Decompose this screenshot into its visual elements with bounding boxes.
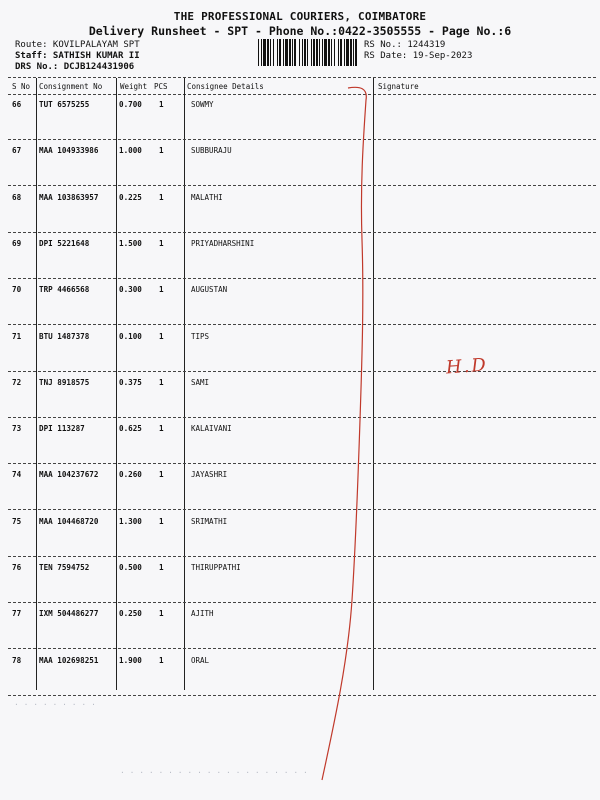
row-weight: 0.225	[119, 193, 142, 202]
barcode-bar	[285, 39, 288, 66]
barcode-bar	[338, 39, 339, 66]
row-weight: 0.375	[119, 378, 142, 387]
row-consignee-name: SUBBURAJU	[191, 146, 232, 155]
barcode-bar	[273, 39, 274, 66]
row-pcs: 1	[159, 378, 164, 387]
row-consignee-name: THIRUPPATHI	[191, 563, 241, 572]
row-separator	[8, 324, 596, 325]
barcode-bar	[263, 39, 266, 66]
barcode-bar	[267, 39, 269, 66]
row-consignee-name: PRIYADHARSHINI	[191, 239, 255, 248]
barcode-bar	[316, 39, 318, 66]
row-separator	[8, 139, 596, 140]
barcode-bar	[258, 39, 259, 66]
header-weight: Weight	[120, 82, 148, 91]
row-consignment-no: DPI 5221648	[39, 239, 90, 248]
row-pcs: 1	[159, 146, 164, 155]
barcode-bar	[313, 39, 315, 66]
row-consignee-name: TIPS	[191, 332, 210, 341]
row-consignee-name: SOWMY	[191, 100, 214, 109]
row-weight: 0.625	[119, 424, 142, 433]
row-weight: 0.100	[119, 332, 142, 341]
barcode-bar	[324, 39, 327, 66]
row-consignee-name: AUGUSTAN	[191, 285, 228, 294]
barcode-image	[258, 39, 358, 66]
handwritten-note: H.D	[445, 354, 489, 379]
table-header-rule	[8, 94, 596, 95]
barcode-bar	[270, 39, 271, 66]
row-consignee-name: JAYASHRI	[191, 470, 228, 479]
row-pcs: 1	[159, 517, 164, 526]
barcode-bar	[311, 39, 312, 66]
barcode-bar	[289, 39, 291, 66]
row-consignment-no: MAA 103863957	[39, 193, 99, 202]
row-sno: 67	[12, 146, 22, 155]
barcode-bar	[322, 39, 323, 66]
row-sno: 69	[12, 239, 22, 248]
row-pcs: 1	[159, 609, 164, 618]
row-sno: 70	[12, 285, 22, 294]
table-top-rule	[8, 77, 596, 78]
barcode-bar	[307, 39, 308, 66]
barcode-bar	[353, 39, 354, 66]
row-sno: 68	[12, 193, 22, 202]
row-consignee-name: SAMI	[191, 378, 210, 387]
row-weight: 1.000	[119, 146, 142, 155]
faint-mark: · · · · · · · · ·	[14, 700, 96, 709]
header-sno: S No	[12, 82, 31, 91]
row-sno: 77	[12, 609, 22, 618]
row-separator	[8, 278, 596, 279]
row-separator	[8, 417, 596, 418]
barcode-bar	[355, 39, 357, 66]
row-pcs: 1	[159, 470, 164, 479]
row-consignment-no: MAA 102698251	[39, 656, 99, 665]
row-sno: 74	[12, 470, 22, 479]
header-consignee: Consignee Details	[187, 82, 264, 91]
row-weight: 0.700	[119, 100, 142, 109]
company-title: THE PROFESSIONAL COURIERS, COIMBATORE	[173, 10, 427, 23]
row-sno: 75	[12, 517, 22, 526]
barcode-bar	[299, 39, 300, 66]
barcode-bar	[331, 39, 332, 66]
row-consignee-name: SRIMATHI	[191, 517, 228, 526]
barcode-bar	[294, 39, 296, 66]
row-separator	[8, 463, 596, 464]
row-consignee-name: MALATHI	[191, 193, 223, 202]
row-sno: 66	[12, 100, 22, 109]
row-consignment-no: MAA 104933986	[39, 146, 99, 155]
faint-mark: · · · · · · · · · · · · · · · · · · · ·	[120, 768, 308, 777]
row-pcs: 1	[159, 100, 164, 109]
row-separator	[8, 648, 596, 649]
row-weight: 0.500	[119, 563, 142, 572]
row-consignee-name: KALAIVANI	[191, 424, 232, 433]
row-consignee-name: AJITH	[191, 609, 214, 618]
row-sno: 78	[12, 656, 22, 665]
row-separator	[8, 695, 596, 696]
route-label: Route: KOVILPALAYAM SPT	[15, 40, 140, 50]
column-divider	[36, 78, 37, 690]
header-signature: Signature	[378, 82, 419, 91]
row-weight: 1.900	[119, 656, 142, 665]
barcode-bar	[340, 39, 342, 66]
rs-number: RS No.: 1244319	[364, 40, 446, 50]
barcode-bar	[346, 39, 349, 66]
row-pcs: 1	[159, 656, 164, 665]
barcode-bar	[279, 39, 281, 66]
runsheet-subtitle: Delivery Runsheet - SPT - Phone No.:0422-3505555 - Page No.:6	[88, 24, 512, 38]
row-sno: 76	[12, 563, 22, 572]
row-pcs: 1	[159, 332, 164, 341]
row-weight: 0.260	[119, 470, 142, 479]
row-sno: 73	[12, 424, 22, 433]
row-pcs: 1	[159, 424, 164, 433]
row-separator	[8, 602, 596, 603]
barcode-bar	[334, 39, 335, 66]
barcode-bar	[302, 39, 303, 66]
row-separator	[8, 371, 596, 372]
row-weight: 1.300	[119, 517, 142, 526]
row-sno: 71	[12, 332, 22, 341]
row-consignment-no: TEN 7594752	[39, 563, 90, 572]
rs-date: RS Date: 19-Sep-2023	[364, 51, 473, 61]
row-pcs: 1	[159, 239, 164, 248]
barcode-bar	[292, 39, 293, 66]
row-separator	[8, 509, 596, 510]
row-consignment-no: BTU 1487378	[39, 332, 90, 341]
row-separator	[8, 232, 596, 233]
row-sno: 72	[12, 378, 22, 387]
row-weight: 1.500	[119, 239, 142, 248]
row-separator	[8, 556, 596, 557]
column-divider	[373, 78, 374, 690]
barcode-bar	[328, 39, 330, 66]
header-consignment: Consignment No	[39, 82, 103, 91]
barcode-bar	[350, 39, 352, 66]
barcode-bar	[304, 39, 306, 66]
row-consignment-no: MAA 104237672	[39, 470, 99, 479]
row-separator	[8, 185, 596, 186]
row-consignment-no: TUT 6575255	[39, 100, 90, 109]
row-pcs: 1	[159, 563, 164, 572]
row-consignment-no: MAA 104468720	[39, 517, 99, 526]
row-consignment-no: TNJ 8918575	[39, 378, 90, 387]
barcode-bar	[344, 39, 345, 66]
row-consignment-no: IXM 504486277	[39, 609, 99, 618]
column-divider	[184, 78, 185, 690]
row-pcs: 1	[159, 285, 164, 294]
row-weight: 0.300	[119, 285, 142, 294]
row-consignment-no: DPI 113287	[39, 424, 85, 433]
header-pcs: PCS	[154, 82, 168, 91]
row-pcs: 1	[159, 193, 164, 202]
staff-label: Staff: SATHISH KUMAR II	[15, 51, 140, 61]
barcode-bar	[277, 39, 278, 66]
row-consignment-no: TRP 4466568	[39, 285, 90, 294]
barcode-bar	[261, 39, 262, 66]
row-consignee-name: ORAL	[191, 656, 210, 665]
column-divider	[116, 78, 117, 690]
drs-number: DRS No.: DCJB124431906	[15, 62, 135, 72]
barcode-bar	[319, 39, 320, 66]
row-weight: 0.250	[119, 609, 142, 618]
barcode-bar	[283, 39, 284, 66]
